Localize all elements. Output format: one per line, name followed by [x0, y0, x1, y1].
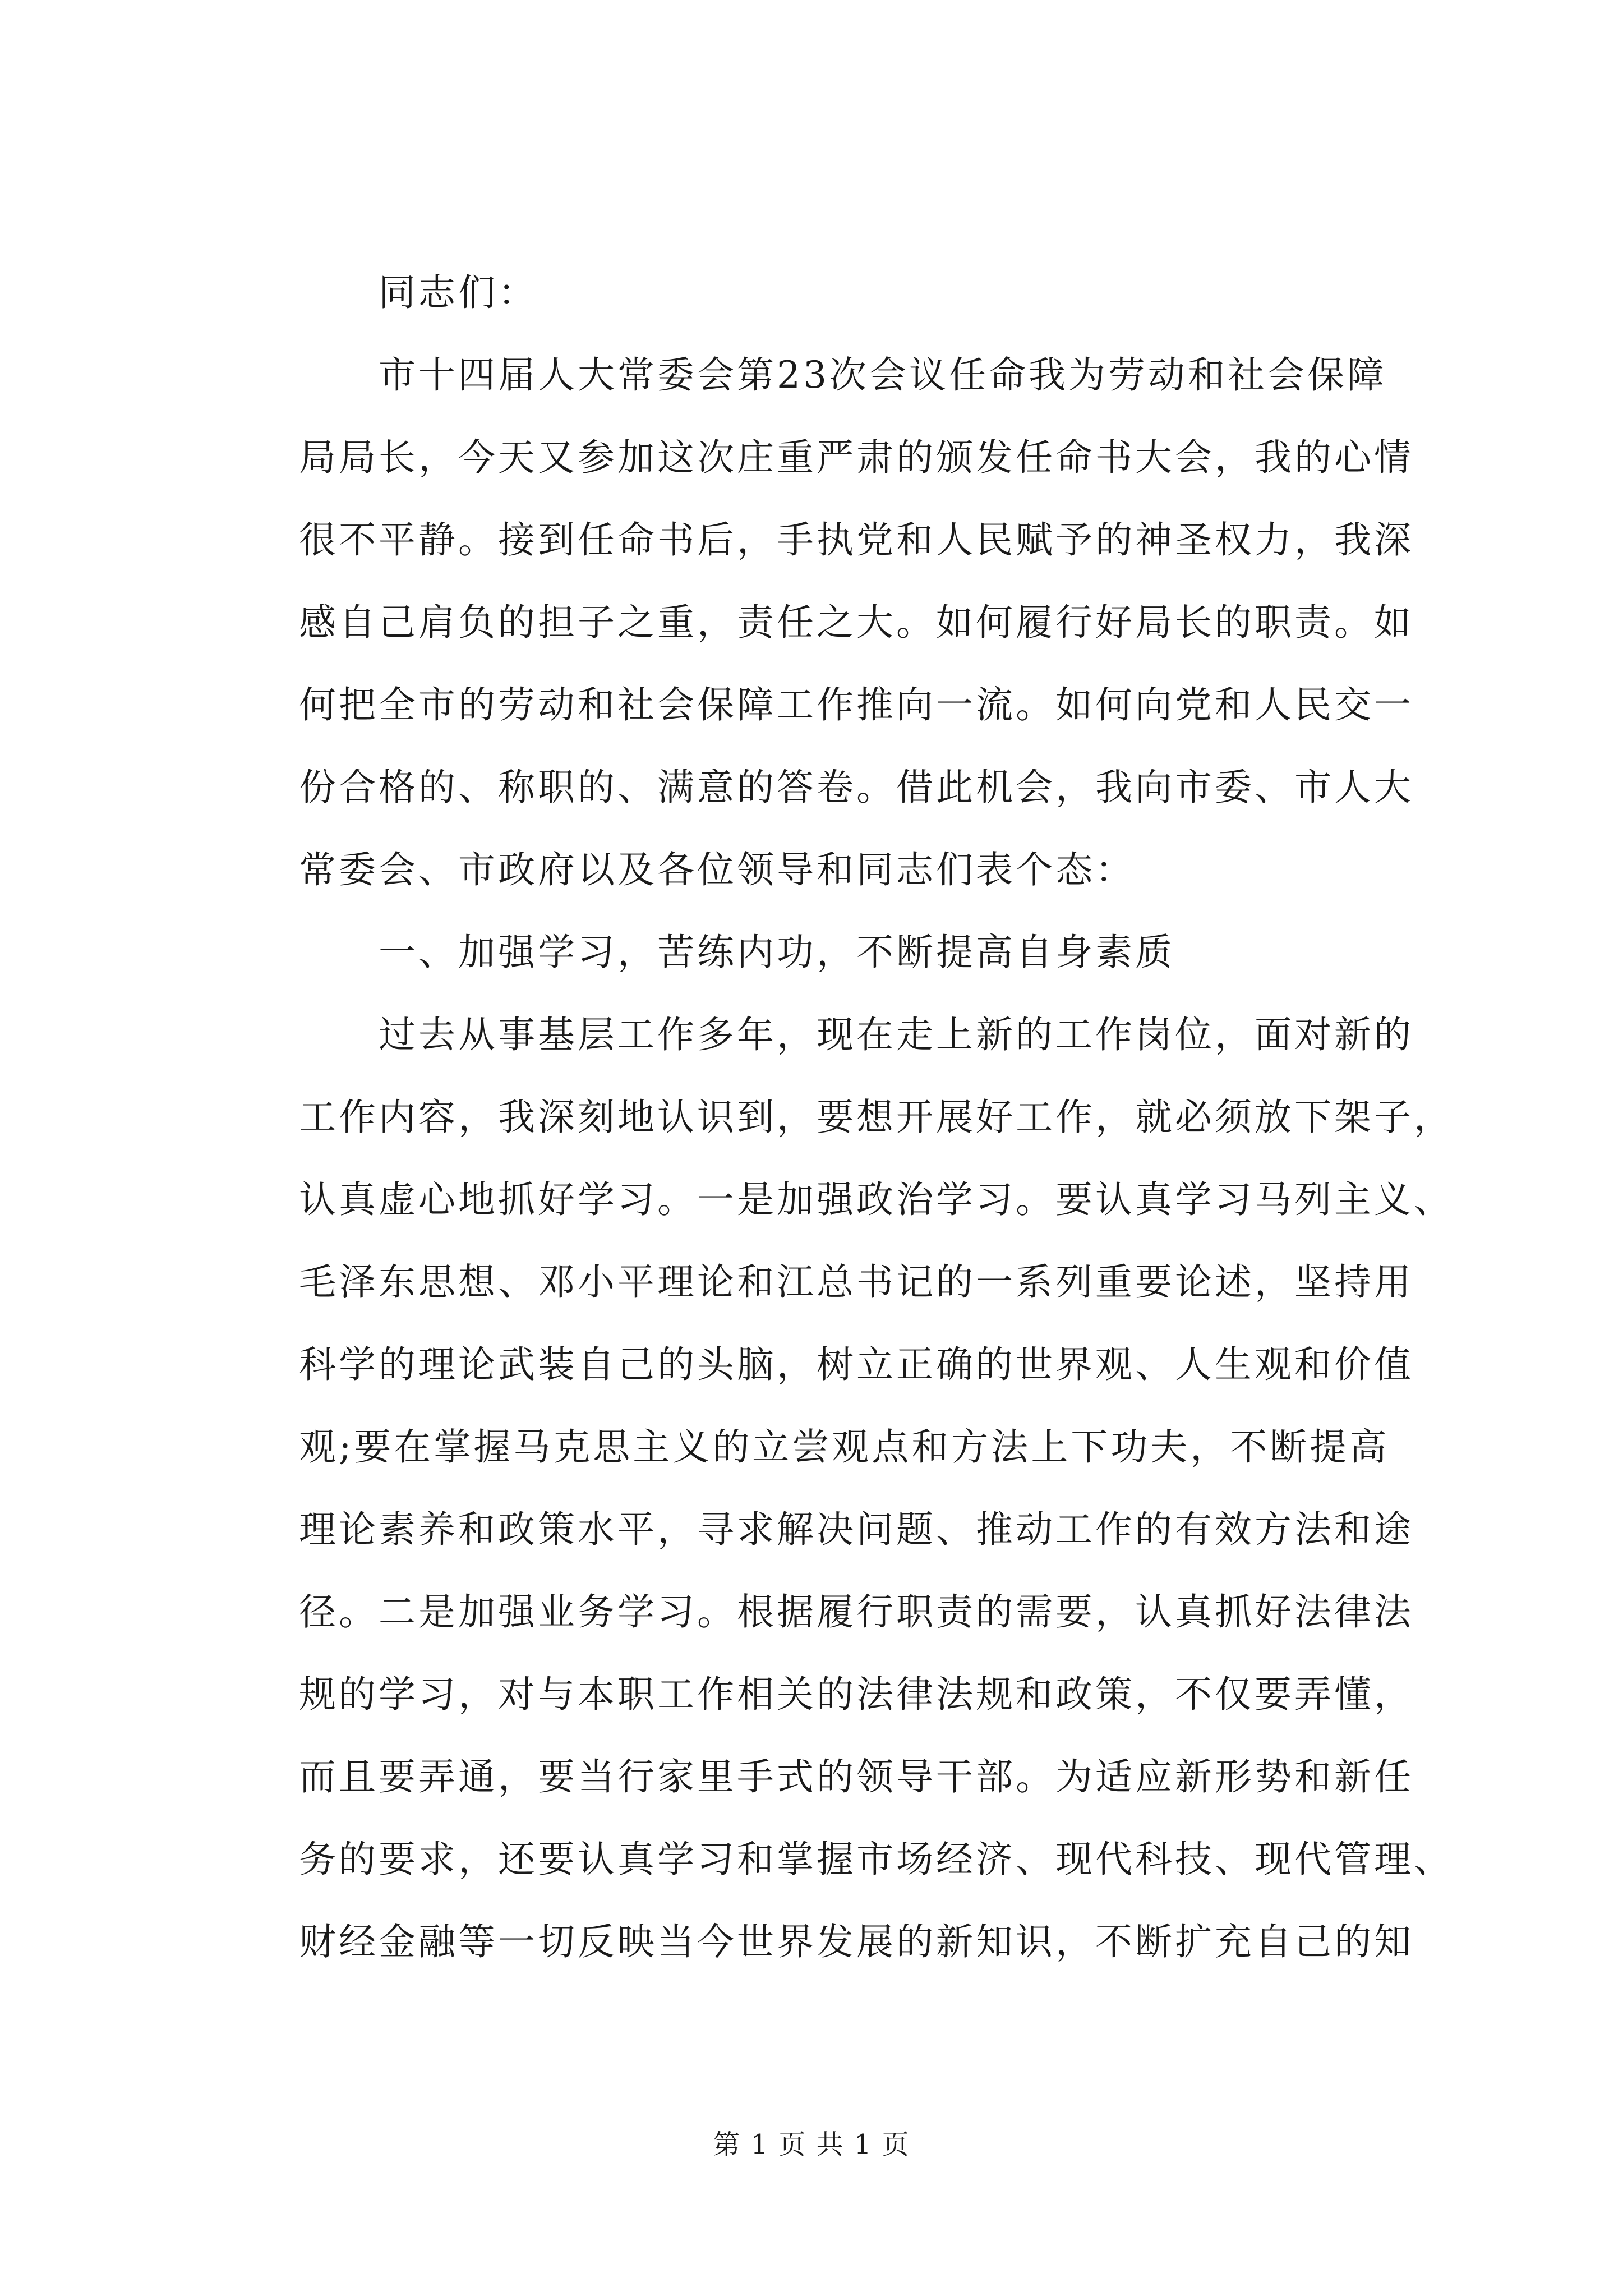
paragraph-line: 何把全市的劳动和社会保障工作推向一流。如何向党和人民交一 — [299, 683, 1414, 726]
paragraph-line: 市十四届人大常委会第23次会议任命我为劳动和社会保障 — [299, 353, 1387, 397]
paragraph-line: 财经金融等一切反映当今世界发展的新知识，不断扩充自己的知 — [299, 1920, 1414, 1963]
paragraph-line: 认真虚心地抓好学习。一是加强政治学习。要认真学习马列主义、 — [299, 1178, 1454, 1221]
document-body — [299, 251, 1454, 1983]
salutation-line: 同志们： — [299, 271, 538, 314]
paragraph-line: 份合格的、称职的、满意的答卷。借此机会，我向市委、市人大 — [299, 766, 1414, 809]
paragraph-line: 毛泽东思想、邓小平理论和江总书记的一系列重要论述，坚持用 — [299, 1260, 1414, 1304]
paragraph-line: 很不平静。接到任命书后，手执党和人民赋予的神圣权力，我深 — [299, 518, 1414, 562]
page-footer — [0, 2128, 1623, 2161]
page-number-label: 第 1 页 共 1 页 — [713, 2129, 910, 2160]
paragraph-line: 径。二是加强业务学习。根据履行职责的需要，认真抓好法律法 — [299, 1590, 1414, 1634]
paragraph-line: 过去从事基层工作多年，现在走上新的工作岗位，面对新的 — [299, 1013, 1414, 1056]
paragraph-line: 工作内容，我深刻地认识到，要想开展好工作，就必须放下架子， — [299, 1096, 1454, 1139]
paragraph-line: 观;要在掌握马克思主义的立尝观点和方法上下功夫，不断提高 — [299, 1425, 1390, 1469]
paragraph-line: 常委会、市政府以及各位领导和同志们表个态： — [299, 848, 1135, 891]
paragraph-line: 而且要弄通，要当行家里手式的领导干部。为适应新形势和新任 — [299, 1755, 1414, 1798]
paragraph-line: 感自己肩负的担子之重，责任之大。如何履行好局长的职责。如 — [299, 601, 1414, 644]
paragraph-line: 局局长，今天又参加这次庄重严肃的颁发任命书大会，我的心情 — [299, 436, 1414, 479]
section-heading: 一、加强学习，苦练内功，不断提高自身素质 — [299, 931, 1175, 974]
paragraph-line: 务的要求，还要认真学习和掌握市场经济、现代科技、现代管理、 — [299, 1838, 1454, 1881]
paragraph-line: 理论素养和政策水平，寻求解决问题、推动工作的有效方法和途 — [299, 1508, 1414, 1551]
paragraph-line: 规的学习，对与本职工作相关的法律法规和政策，不仅要弄懂， — [299, 1673, 1414, 1716]
paragraph-line: 科学的理论武装自己的头脑，树立正确的世界观、人生观和价值 — [299, 1343, 1414, 1386]
